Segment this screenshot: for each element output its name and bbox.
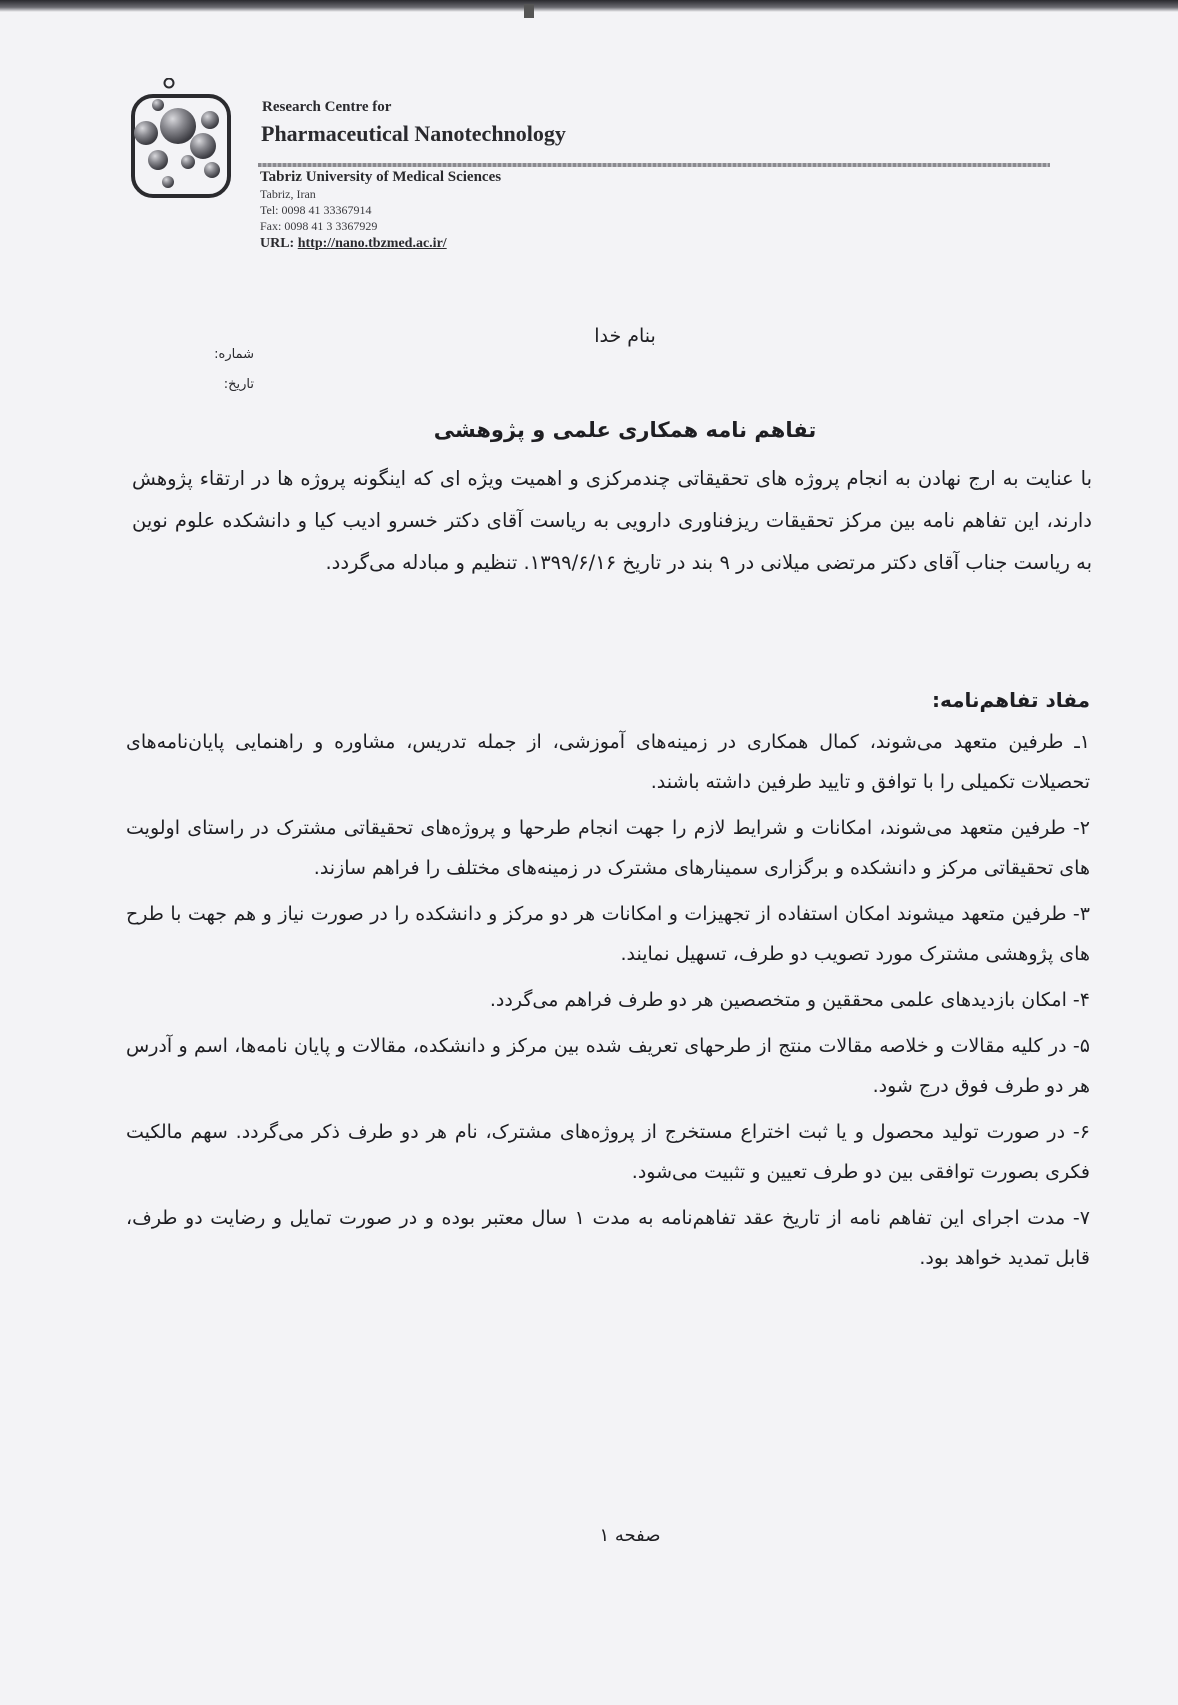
letterhead-url-line — [260, 236, 447, 252]
nanoparticle-spheres-logo-icon — [130, 78, 240, 203]
letterhead-centre-line: Research Centre for — [262, 99, 392, 115]
clause-item-1: ۱ـ طرفین متعهد می‌شوند، کمال همکاری در زمینه‌های آموزشی، از جمله تدریس، مشاوره و راهنمایی پایان‌نامه‌های تحصیلات تکمیلی را با توافق و تایید طرفین داشته باشند. — [126, 731, 1090, 793]
scan-mark — [524, 4, 534, 18]
number-label: شماره: — [214, 347, 254, 362]
letterhead-fax: Fax: 0098 41 3 3367929 — [260, 219, 378, 233]
letterhead-url-label: URL: — [260, 236, 295, 251]
intro-paragraph: با عنایت به ارج نهادن به انجام پروژه های تحقیقاتی چندمرکزی و اهمیت ویژه ای که اینگونه پروژه ها در ارتقاء پژوهش دارند، این تفاهم نامه بین مرکز تحقیقات ریزفناوری دارویی به ریاست آقای دکتر خسرو ادیب کیا و دانشکده علوم نوین به ریاست جناب آقای دکتر مرتضی میلانی در ۹ بند در تاریخ ۱۳۹۹/۶/۱۶. تنظیم و مبادله می‌گردد. — [132, 467, 1092, 574]
letterhead-url-link[interactable]: http://nano.tbzmed.ac.ir/ — [297, 236, 447, 251]
basmala: بنام خدا — [594, 325, 656, 347]
clauses-list — [126, 722, 1090, 1284]
clause-item-4: ۴- امکان بازدیدهای علمی محققین و متخصصین هر دو طرف فراهم می‌گردد. — [489, 989, 1090, 1011]
letterhead-city: Tabriz, Iran — [260, 187, 316, 201]
document-title: تفاهم نامه همکاری علمی و پژوهشی — [433, 418, 817, 442]
letterhead-tel: Tel: 0098 41 33367914 — [260, 203, 372, 217]
letterhead-centre-name: Pharmaceutical Nanotechnology — [261, 121, 566, 146]
clause-item-2: ۲- طرفین متعهد می‌شوند، امکانات و شرایط لازم را جهت انجام طرحها و پروژه‌های تحقیقاتی مشترک در راستای اولویت های تحقیقاتی مرکز و دانشکده و برگزاری سمینارهای مشترک در زمینه‌های مختلف را فراهم سازند. — [126, 817, 1090, 879]
date-label: تاریخ: — [223, 377, 254, 392]
letterhead-university: Tabriz University of Medical Sciences — [260, 169, 502, 185]
clauses-heading: مفاد تفاهم‌نامه: — [931, 688, 1090, 712]
clause-item-6: ۶- در صورت تولید محصول و یا ثبت اختراع مستخرج از پروژه‌های مشترک، نام هر دو طرف ذکر می‌گردد. سهم مالکیت فکری بصورت توافقی بین دو طرف تعیین و تثبیت می‌شود. — [126, 1121, 1090, 1183]
clause-item-3: ۳- طرفین متعهد میشوند امکان استفاده از تجهیزات و امکانات هر دو مرکز و دانشکده را در صورت نیاز و هم جهت با طرح های پژوهشی مشترک مورد تصویب دو طرف، تسهیل نمایند. — [126, 903, 1090, 965]
scan-top-edge — [0, 0, 1178, 12]
letterhead-rule — [258, 163, 1050, 167]
clause-item-5: ۵- در کلیه مقالات و خلاصه مقالات منتج از طرحهای تعریف شده بین مرکز و دانشکده، مقالات و پایان نامه‌ها، اسم و آدرس هر دو طرف فوق درج شود. — [126, 1035, 1090, 1097]
page-number: صفحه ۱ — [599, 1525, 661, 1546]
clause-item-7: ۷- مدت اجرای این تفاهم نامه از تاریخ عقد تفاهم‌نامه به مدت ۱ سال معتبر بوده و در صورت تمایل و رضایت دو طرف، قابل تمدید خواهد بود. — [126, 1207, 1090, 1269]
